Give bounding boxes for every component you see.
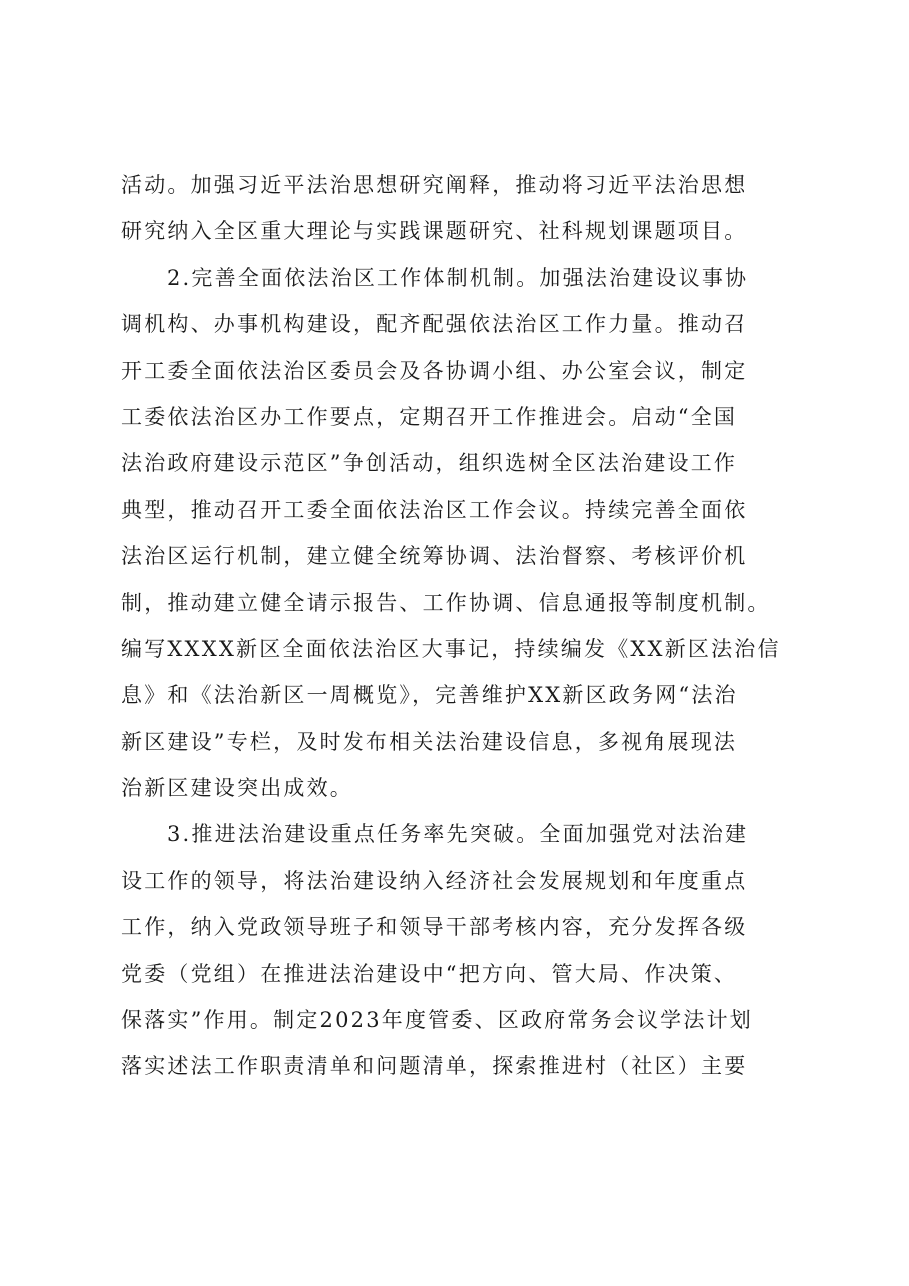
text-line: 典型，推动召开工委全面依法治区工作会议。持续完善全面依: [121, 497, 748, 522]
text-line: 法治区运行机制，建立健全统筹协调、法治督察、考核评价机: [121, 544, 748, 569]
text-line: 新区建设”专栏，及时发布相关法治建设信息，多视角展现法: [121, 729, 738, 754]
text-line: 法治政府建设示范区”争创活动，组织选树全区法治建设工作: [121, 451, 738, 476]
text-line: 开工委全面依法治区委员会及各协调小组、办公室会议，制定: [121, 358, 748, 383]
text-line: 息》和《法治新区一周概览》，完善维护XX新区政务网“法治: [121, 683, 738, 708]
text-line: 3.推进法治建设重点任务率先突破。全面加强党对法治建: [167, 822, 749, 847]
text-line: 研究纳入全区重大理论与实践课题研究、社科规划课题项目。: [121, 219, 748, 244]
text-line: 工作，纳入党政领导班子和领导干部考核内容，充分发挥各级: [121, 915, 748, 940]
text-line: 落实述法工作职责清单和问题清单，探索推进村（社区）主要: [121, 1054, 748, 1079]
text-line: 保落实”作用。制定2023年度管委、区政府常务会议学法计划: [121, 1008, 753, 1033]
text-line: 调机构、办事机构建设，配齐配强依法治区工作力量。推动召: [121, 312, 748, 337]
text-line: 治新区建设突出成效。: [121, 776, 353, 801]
text-line: 工委依法治区办工作要点，定期召开工作推进会。启动“全国: [121, 404, 738, 429]
text-line: 编写XXXX新区全面依法治区大事记，持续编发《XX新区法治信: [121, 636, 781, 661]
text-line: 活动。加强习近平法治思想研究阐释，推动将习近平法治思想: [121, 173, 748, 197]
text-line: 设工作的领导，将法治建设纳入经济社会发展规划和年度重点: [121, 868, 748, 893]
document-body: [121, 162, 799, 1090]
text-line: 制，推动建立健全请示报告、工作协调、信息通报等制度机制。: [121, 590, 771, 615]
text-line: 党委（党组）在推进法治建设中“把方向、管大局、作决策、: [121, 961, 738, 986]
text-line: 2.完善全面依法治区工作体制机制。加强法治建设议事协: [167, 265, 749, 290]
